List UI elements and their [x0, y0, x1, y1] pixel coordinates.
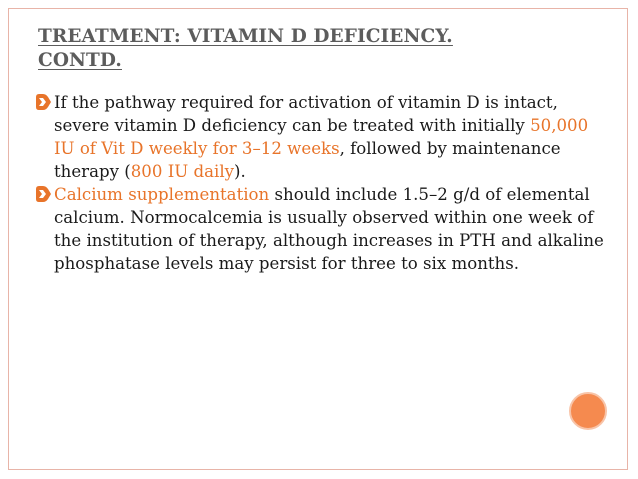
title-line-1: TREATMENT: VITAMIN D DEFICIENCY. [38, 26, 453, 47]
bullet-1-text-1: If the pathway required for activation of vitamin D is intact, severe vitamin D deficiency can be treated with initially [54, 93, 558, 135]
bullet-1-text-2: , followed by maintenance therapy ( [54, 139, 561, 181]
bullet-2-text-1: should include 1.5–2 g/d of elemental calcium. Normocalcemia is usually observed within one week of the institution of therapy, although increases in PTH and alkaline phosphatase levels may persist for three to six months. [54, 185, 604, 273]
bullet-item-calcium [36, 183, 606, 275]
bullet-2-highlight-calcium: Calcium supplementation [54, 185, 270, 204]
arrow-bullet-icon [36, 186, 51, 202]
bullet-1-highlight-maintenance: 800 IU daily [130, 162, 235, 181]
slide-title [38, 25, 558, 73]
bullet-1-text-3: ). [234, 162, 246, 181]
title-line-2: CONTD. [38, 50, 122, 71]
orange-circle-icon [569, 392, 607, 430]
bullet-item-treatment [36, 91, 606, 183]
bullet-list [36, 91, 606, 275]
bullet-1-highlight-dose: 50,000 IU of Vit D weekly for 3–12 weeks [54, 116, 589, 158]
arrow-bullet-icon [36, 94, 51, 110]
